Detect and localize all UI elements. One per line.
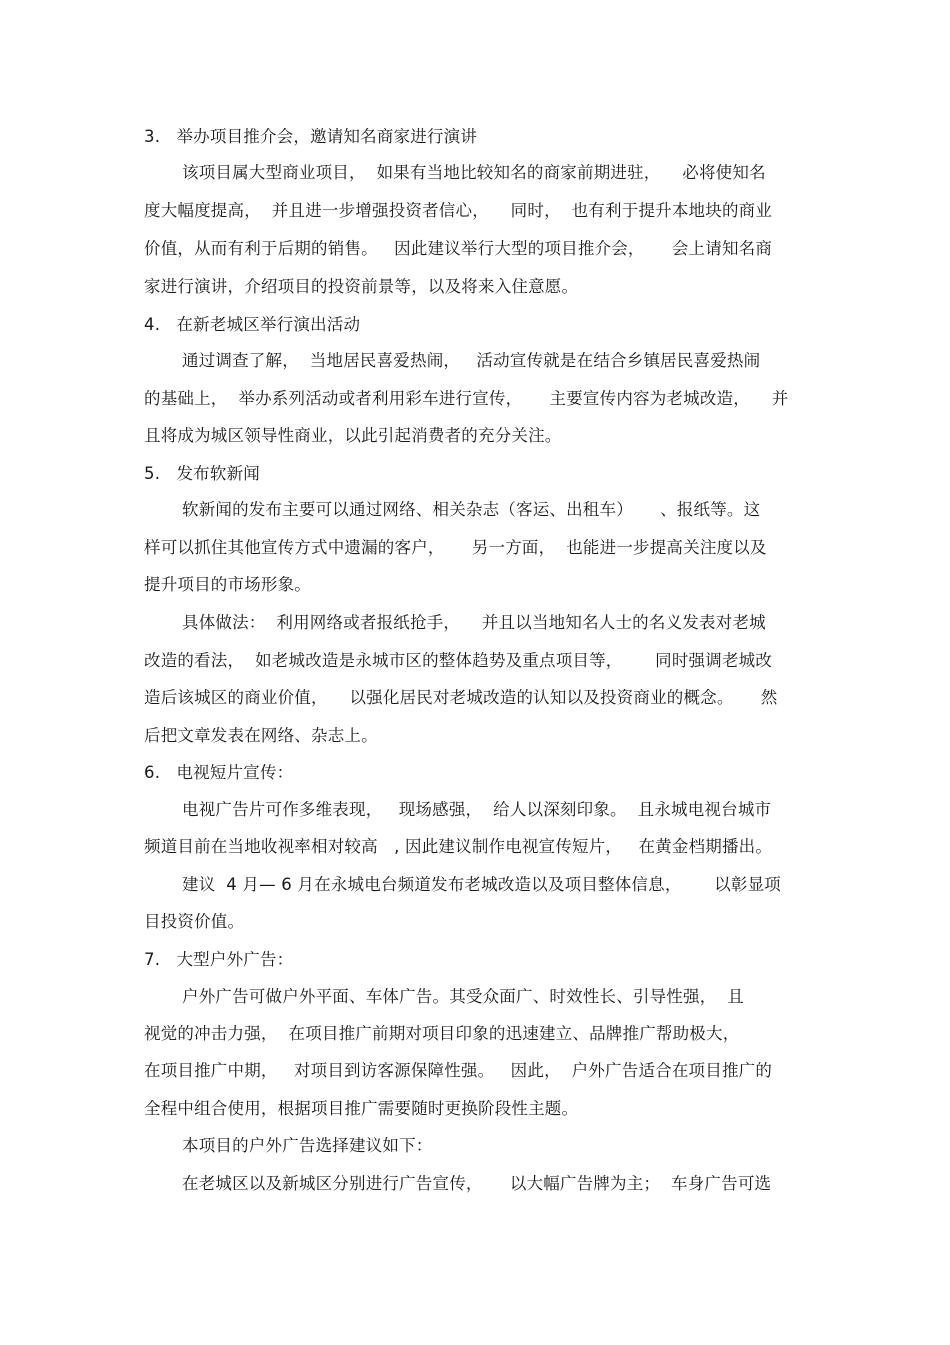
section-heading-7: 7. 大型户外广告： xyxy=(144,950,294,969)
paragraph-line: 样可以抓住其他宣传方式中遗漏的客户， 另一方面， 也能进一步提高关注度以及 xyxy=(144,538,767,557)
paragraph-line: 户外广告可做户外平面、车体广告。其受众面广、时效性长、引导性强， 且 xyxy=(182,987,744,1006)
paragraph-line: 电视广告片可作多维表现， 现场感强， 给人以深刻印象。 且永城电视台城市 xyxy=(182,800,772,819)
section-heading-5: 5. 发布软新闻 xyxy=(144,464,260,483)
paragraph-line: 在项目推广中期， 对项目到访客源保障性强。 因此， 户外广告适合在项目推广的 xyxy=(144,1061,773,1080)
section-heading-4: 4. 在新老城区举行演出活动 xyxy=(144,315,361,334)
paragraph-line: 改造的看法， 如老城改造是永城市区的整体趋势及重点项目等， 同时强调老城改 xyxy=(144,651,773,670)
paragraph-line: 目投资价值。 xyxy=(144,912,245,931)
paragraph-line: 造后该城区的商业价值， 以强化居民对老城改造的认知以及投资商业的概念。 然 xyxy=(144,688,778,707)
section-heading-6: 6. 电视短片宣传： xyxy=(144,763,294,782)
paragraph-line: 该项目属大型商业项目， 如果有当地比较知名的商家前期进驻， 必将使知名 xyxy=(182,163,766,182)
paragraph-line: 建议 4 月— 6 月在永城电台频道发布老城改造以及项目整体信息， 以彰显项 xyxy=(182,875,781,894)
paragraph-line: 度大幅度提高， 并且进一步增强投资者信心， 同时， 也有利于提升本地块的商业 xyxy=(144,201,773,220)
paragraph-line: 提升项目的市场形象。 xyxy=(144,575,311,594)
paragraph-line: 的基础上， 举办系列活动或者利用彩车进行宣传， 主要宣传内容为老城改造， 并 xyxy=(144,389,789,408)
paragraph-line: 频道目前在当地收视率相对较高 , 因此建议制作电视宣传短片， 在黄金档期播出。 xyxy=(144,837,773,856)
paragraph-line: 视觉的冲击力强， 在项目推广前期对项目印象的迅速建立、品牌推广帮助极大， xyxy=(144,1024,740,1043)
paragraph-line: 家进行演讲，介绍项目的投资前景等，以及将来入住意愿。 xyxy=(144,277,579,296)
paragraph-line: 本项目的户外广告选择建议如下： xyxy=(182,1136,433,1155)
paragraph-line: 通过调查了解， 当地居民喜爱热闹， 活动宣传就是在结合乡镇居民喜爱热闹 xyxy=(182,351,761,370)
paragraph-line: 后把文章发表在网络、杂志上。 xyxy=(144,726,378,745)
section-heading-3: 3. 举办项目推介会，邀请知名商家进行演讲 xyxy=(144,127,478,146)
paragraph-line: 具体做法： 利用网络或者报纸抢手， 并且以当地知名人士的名义发表对老城 xyxy=(182,613,766,632)
paragraph-line: 全程中组合使用，根据项目推广需要随时更换阶段性主题。 xyxy=(144,1099,579,1118)
paragraph-line: 价值，从而有利于后期的销售。 因此建议举行大型的项目推介会， 会上请知名商 xyxy=(144,239,773,258)
paragraph-line: 软新闻的发布主要可以通过网络、相关杂志（客运、出租车） 、报纸等。这 xyxy=(182,500,761,519)
paragraph-line: 且将成为城区领导性商业，以此引起消费者的充分关注。 xyxy=(144,426,562,445)
paragraph-line: 在老城区以及新城区分别进行广告宣传， 以大幅广告牌为主； 车身广告可选 xyxy=(182,1174,772,1193)
